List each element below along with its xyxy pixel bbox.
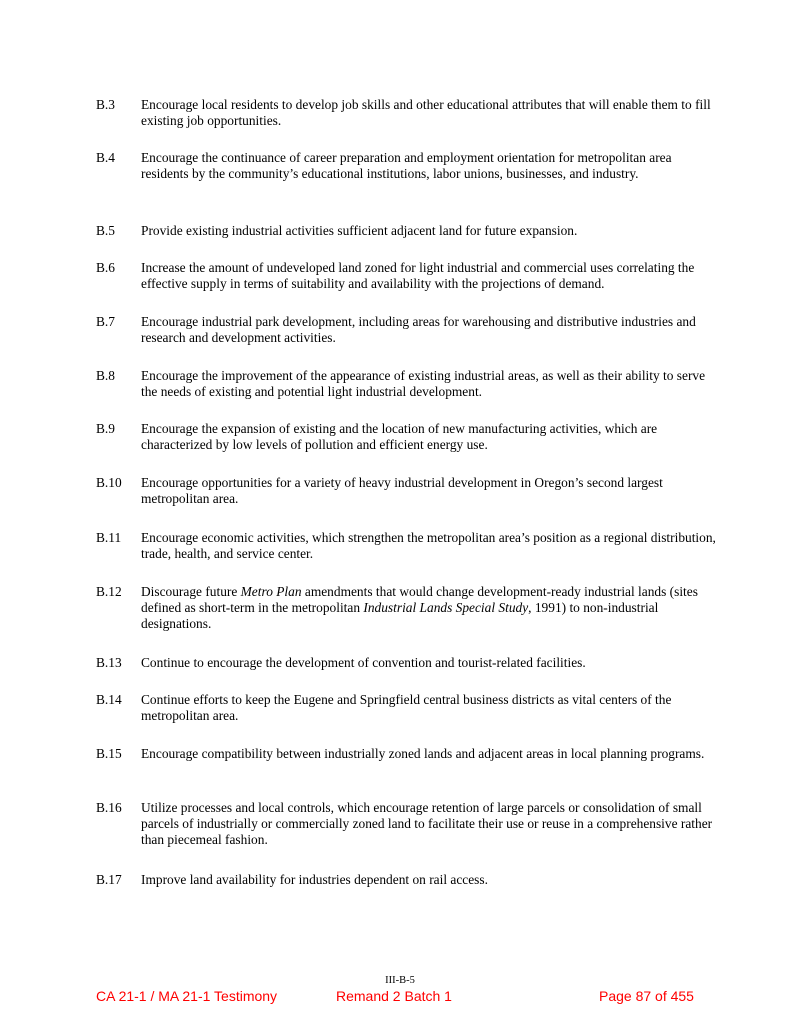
policy-text-segment: Encourage economic activities, which strengthen the metropolitan area’s position as a regional distribution, trade, health, and service center.	[141, 530, 716, 561]
policy-number: B.3	[96, 97, 115, 112]
policy-number: B.17	[96, 872, 122, 887]
footer-case-label: CA 21-1 / MA 21-1 Testimony	[96, 988, 278, 1004]
policy-text	[141, 421, 716, 453]
policy-number: B.14	[96, 692, 122, 707]
policy-number: B.13	[96, 655, 122, 670]
policy-text-segment: Encourage the expansion of existing and the location of new manufacturing activities, which are characterized by low levels of pollution and efficient energy use.	[141, 421, 658, 452]
policy-text-segment: Continue efforts to keep the Eugene and Springfield central business districts as vital centers of the metropolitan area.	[141, 692, 672, 723]
policy-item	[96, 746, 716, 762]
policy-text	[141, 530, 716, 562]
policy-number: B.15	[96, 746, 122, 761]
policy-number: B.12	[96, 584, 122, 599]
policy-text	[141, 150, 716, 182]
policy-text	[141, 692, 716, 724]
policy-text-segment: Utilize processes and local controls, which encourage retention of large parcels or consolidation of small parcels of industrially or commercially zoned land to facilitate their use or reuse in a comprehensive rather than piecemeal fashion.	[141, 800, 713, 847]
policy-text-segment: , 1991) to non-industrial designations.	[141, 600, 659, 631]
policy-text-italic: Industrial Lands Special Study	[363, 600, 529, 615]
policy-number: B.6	[96, 260, 115, 275]
policy-text-segment: amendments that would change development-ready industrial lands (sites defined as short-term in the metropolitan	[141, 584, 698, 615]
policy-item	[96, 530, 716, 562]
policy-item	[96, 368, 716, 400]
policy-number: B.4	[96, 150, 115, 165]
policy-text-segment: Encourage industrial park development, including areas for warehousing and distributive industries and research and development activities.	[141, 314, 696, 345]
policy-text	[141, 655, 716, 671]
footer-batch-label: Remand 2 Batch 1	[336, 988, 452, 1004]
policy-item	[96, 97, 716, 129]
policy-text	[141, 584, 716, 632]
policy-text	[141, 97, 716, 129]
policy-text	[141, 314, 716, 346]
policy-text-segment: Improve land availability for industries dependent on rail access.	[141, 872, 488, 887]
policy-number: B.8	[96, 368, 115, 383]
policy-item	[96, 692, 716, 724]
policy-text	[141, 260, 716, 292]
policy-number: B.11	[96, 530, 122, 545]
policy-text-segment: Provide existing industrial activities sufficient adjacent land for future expansion.	[141, 223, 578, 238]
policy-text	[141, 475, 716, 507]
page-number: III-B-5	[385, 975, 415, 986]
policy-number: B.16	[96, 800, 122, 815]
policy-number: B.9	[96, 421, 115, 436]
policy-text-segment: Encourage the improvement of the appearance of existing industrial areas, as well as their ability to serve the needs of existing and potential light industrial development.	[141, 368, 706, 399]
policy-text-segment: Encourage the continuance of career preparation and employment orientation for metropolitan area residents by the community’s educational institutions, labor unions, businesses, and industry.	[141, 150, 672, 181]
policy-item	[96, 655, 716, 671]
policy-text	[141, 368, 716, 400]
policy-text	[141, 800, 716, 848]
policy-number: B.7	[96, 314, 115, 329]
policy-text-segment: Discourage future	[141, 584, 241, 599]
policy-text-segment: Encourage opportunities for a variety of heavy industrial development in Oregon’s second largest metropolitan area.	[141, 475, 663, 506]
policy-item	[96, 475, 716, 507]
policy-text	[141, 223, 716, 239]
policy-item	[96, 260, 716, 292]
policy-item	[96, 800, 716, 848]
policy-item	[96, 421, 716, 453]
policy-item	[96, 584, 716, 632]
footer-page-count: Page 87 of 455	[599, 988, 694, 1004]
policy-text-italic: Metro Plan	[240, 584, 302, 599]
policy-number: B.10	[96, 475, 122, 490]
policy-number: B.5	[96, 223, 115, 238]
policy-item	[96, 150, 716, 182]
policy-text	[141, 746, 716, 762]
policy-item	[96, 223, 716, 239]
policy-text-segment: Encourage compatibility between industrially zoned lands and adjacent areas in local planning programs.	[141, 746, 705, 761]
policy-text	[141, 872, 716, 888]
policy-text-segment: Continue to encourage the development of convention and tourist-related facilities.	[141, 655, 586, 670]
policy-text-segment: Encourage local residents to develop job skills and other educational attributes that will enable them to fill existing job opportunities.	[141, 97, 711, 128]
policy-text-segment: Increase the amount of undeveloped land zoned for light industrial and commercial uses correlating the effective supply in terms of suitability and availability with the projections of demand.	[141, 260, 695, 291]
policy-item	[96, 314, 716, 346]
policy-item	[96, 872, 716, 888]
